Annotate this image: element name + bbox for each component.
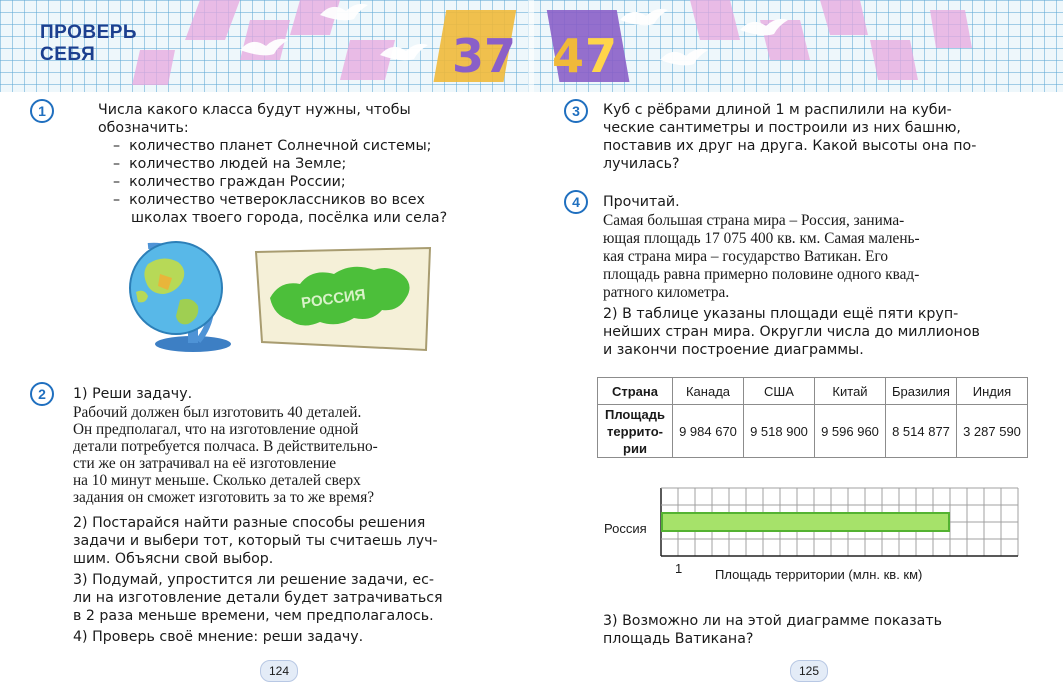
text-line: поставив их друг на друга. Какой высоты она по- xyxy=(603,138,977,154)
text-line: кая страна мира – государство Ватикан. Его xyxy=(603,248,889,265)
text-line: Самая большая страна мира – Россия, занима- xyxy=(603,212,905,229)
text-line: площадь Ватикана? xyxy=(603,631,754,647)
table-row xyxy=(598,405,1028,458)
table-cell: 9 984 670 xyxy=(673,405,744,458)
table-header-row xyxy=(598,378,1028,405)
russia-bar xyxy=(662,513,949,531)
text-line: Куб с рёбрами длиной 1 м распилили на куби- xyxy=(603,102,952,118)
table-header-cell: Индия xyxy=(957,378,1028,405)
task-4-label: Прочитай. xyxy=(603,194,680,210)
table-header-cell: Китай xyxy=(815,378,886,405)
table-cell: 3 287 590 xyxy=(957,405,1028,458)
text-line: лучилась? xyxy=(603,156,680,172)
text-line: 2) В таблице указаны площади ещё пяти круп- xyxy=(603,306,959,322)
task-3-number: 3 xyxy=(564,99,588,123)
map-label: РОССИЯ xyxy=(300,286,367,312)
task-1-number: 1 xyxy=(30,99,54,123)
text-line: Рабочий должен был изготовить 40 деталей. xyxy=(73,404,362,421)
task-2-part-1-label: 1) Реши задачу. xyxy=(73,386,193,402)
svg-text:37: 37 xyxy=(452,29,517,83)
text-line: – количество планет Солнечной системы; xyxy=(113,138,432,154)
title-line-1: ПРОВЕРЬ xyxy=(40,22,138,43)
table-row-label xyxy=(598,405,673,458)
text-line: – количество людей на Земле; xyxy=(113,156,347,172)
text-line: 4) Проверь своё мнение: реши задачу. xyxy=(73,629,364,645)
text-line: Числа какого класса будут нужны, чтобы xyxy=(98,102,411,118)
text-line: 3) Подумай, упростится ли решение задачи, ес- xyxy=(73,572,435,588)
text-line: ли на изготовление детали будет затрачиваться xyxy=(73,590,443,606)
diagram-axis-label: Площадь территории (млн. кв. км) xyxy=(715,567,923,582)
table-header-cell: США xyxy=(744,378,815,405)
table-cell: 9 518 900 xyxy=(744,405,815,458)
text-line: шим. Объясни свой выбор. xyxy=(73,551,274,567)
table-cell: 8 514 877 xyxy=(886,405,957,458)
text-line: в 2 раза меньше времени, чем предполагалось. xyxy=(73,608,434,624)
text-line: площадь равна примерно половине одного квад- xyxy=(603,266,920,283)
diagram-tick-label: 1 xyxy=(675,561,683,576)
page-number-right: 125 xyxy=(790,660,828,682)
text-line: сти же он затрачивал на её изготовление xyxy=(73,455,337,472)
diagram-row-label: Россия xyxy=(604,521,647,536)
row-label-line: рии xyxy=(623,440,647,456)
task-4-number: 4 xyxy=(564,190,588,214)
area-bar-diagram xyxy=(660,487,1020,567)
text-line: – количество четвероклассников во всех xyxy=(113,192,425,208)
table-header-cell: Канада xyxy=(673,378,744,405)
text-line: и закончи построение диаграммы. xyxy=(603,342,864,358)
table-header-country: Страна xyxy=(598,378,673,405)
row-label-line: террито- xyxy=(607,423,663,439)
text-line: задачи и выбери тот, который ты считаешь луч- xyxy=(73,533,438,549)
svg-text:4: 4 xyxy=(552,29,585,83)
text-line: ратного километра. xyxy=(603,284,730,301)
table-cell: 9 596 960 xyxy=(815,405,886,458)
text-line: 2) Постарайся найти разные способы решения xyxy=(73,515,426,531)
text-line: 3) Возможно ли на этой диаграмме показать xyxy=(603,613,943,629)
text-line: школах твоего города, посёлка или села? xyxy=(113,210,448,226)
page-number-left: 124 xyxy=(260,660,298,682)
page-header-banner xyxy=(0,0,1063,92)
text-line: детали потребуется полчаса. В действительно- xyxy=(73,438,378,455)
row-label-line: Площадь xyxy=(605,406,665,422)
text-line: на 10 минут меньше. Сколько деталей сверх xyxy=(73,472,361,489)
text-line: обозначить: xyxy=(98,120,189,136)
page-title xyxy=(40,22,137,66)
text-line: ющая площадь 17 075 400 кв. км. Самая малень- xyxy=(603,230,920,247)
title-line-2: СЕБЯ xyxy=(40,44,96,65)
text-line: – количество граждан России; xyxy=(113,174,346,190)
russia-map-card xyxy=(252,246,434,356)
task-2-number: 2 xyxy=(30,382,54,406)
text-line: Он предполагал, что на изготовление одной xyxy=(73,421,359,438)
text-line: нейших стран мира. Округли числа до миллионов xyxy=(603,324,980,340)
svg-text:7: 7 xyxy=(585,29,618,83)
text-line: задания он сможет изготовить за то же время? xyxy=(73,489,375,506)
header-decoration xyxy=(0,0,1063,92)
text-line: ческие сантиметры и построили из них башню, xyxy=(603,120,961,136)
globe-illustration xyxy=(118,236,253,356)
country-areas-table xyxy=(597,377,1028,458)
table-header-cell: Бразилия xyxy=(886,378,957,405)
